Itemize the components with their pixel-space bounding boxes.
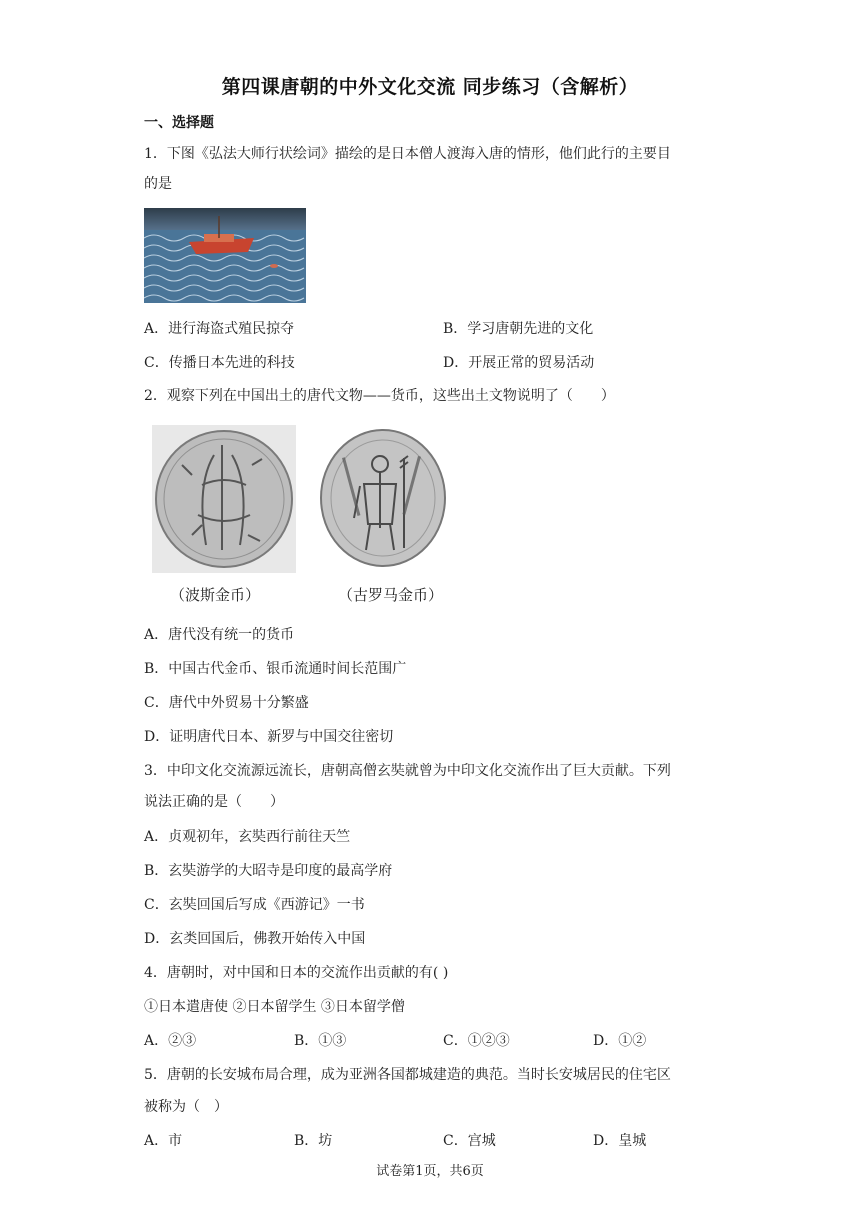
persian-coin-caption: （波斯金币） <box>170 586 261 604</box>
q2-stem: 2．观察下列在中国出土的唐代文物——货币，这些出土文物说明了（ ） <box>144 388 615 404</box>
q2-option-b[interactable]: B．中国古代金币、银币流通时间长范围广 <box>144 661 407 677</box>
persian-coin-image <box>152 425 296 577</box>
q1-stem-line1: 1．下图《弘法大师行状绘词》描绘的是日本僧人渡海入唐的情形，他们此行的主要目 <box>144 146 671 162</box>
q4-items: ①日本遣唐使 ②日本留学生 ③日本留学僧 <box>144 999 405 1015</box>
q3-option-d[interactable]: D．玄类回国后，佛教开始传入中国 <box>144 931 366 947</box>
q5-option-c[interactable]: C．宫城 <box>443 1133 496 1149</box>
q3-option-a[interactable]: A．贞观初年，玄奘西行前往天竺 <box>144 829 351 845</box>
section-heading: 一、选择题 <box>144 115 214 131</box>
roman-coin-image <box>320 428 446 572</box>
ship-painting-image <box>144 208 306 303</box>
q5-stem-line1: 5．唐朝的长安城布局合理，成为亚洲各国都城建造的典范。当时长安城居民的住宅区 <box>144 1067 671 1083</box>
q4-option-b[interactable]: B．①③ <box>294 1033 347 1049</box>
page-footer: 试卷第1页，共6页 <box>376 1164 484 1179</box>
q5-option-d[interactable]: D．皇城 <box>593 1133 647 1149</box>
q2-option-c[interactable]: C．唐代中外贸易十分繁盛 <box>144 695 309 711</box>
q4-option-a[interactable]: A．②③ <box>144 1033 197 1049</box>
page-title: 第四课唐朝的中外文化交流 同步练习（含解析） <box>221 76 639 98</box>
q3-stem-line1: 3．中印文化交流源远流长，唐朝高僧玄奘就曾为中印文化交流作出了巨大贡献。下列 <box>144 763 671 779</box>
q5-stem-line2: 被称为（ ） <box>144 1099 228 1115</box>
q1-stem-line2: 的是 <box>144 176 172 192</box>
q4-option-d[interactable]: D．①② <box>593 1033 647 1049</box>
q4-option-c[interactable]: C．①②③ <box>443 1033 510 1049</box>
q2-option-d[interactable]: D．证明唐代日本、新罗与中国交往密切 <box>144 729 394 745</box>
q1-option-b[interactable]: B．学习唐朝先进的文化 <box>443 321 594 337</box>
q2-option-a[interactable]: A．唐代没有统一的货币 <box>144 627 295 643</box>
q5-option-b[interactable]: B．坊 <box>294 1133 333 1149</box>
q4-stem: 4．唐朝时，对中国和日本的交流作出贡献的有( ) <box>144 965 449 981</box>
q1-option-c[interactable]: C．传播日本先进的科技 <box>144 355 295 371</box>
q3-stem-line2: 说法正确的是（ ） <box>144 794 284 810</box>
q3-option-c[interactable]: C．玄奘回国后写成《西游记》一书 <box>144 897 365 913</box>
q5-option-a[interactable]: A．市 <box>144 1133 183 1149</box>
roman-coin-caption: （古罗马金币） <box>338 586 444 604</box>
q1-option-a[interactable]: A．进行海盗式殖民掠夺 <box>144 321 295 337</box>
q3-option-b[interactable]: B．玄奘游学的大昭寺是印度的最高学府 <box>144 863 393 879</box>
q1-option-d[interactable]: D．开展正常的贸易活动 <box>443 355 595 371</box>
